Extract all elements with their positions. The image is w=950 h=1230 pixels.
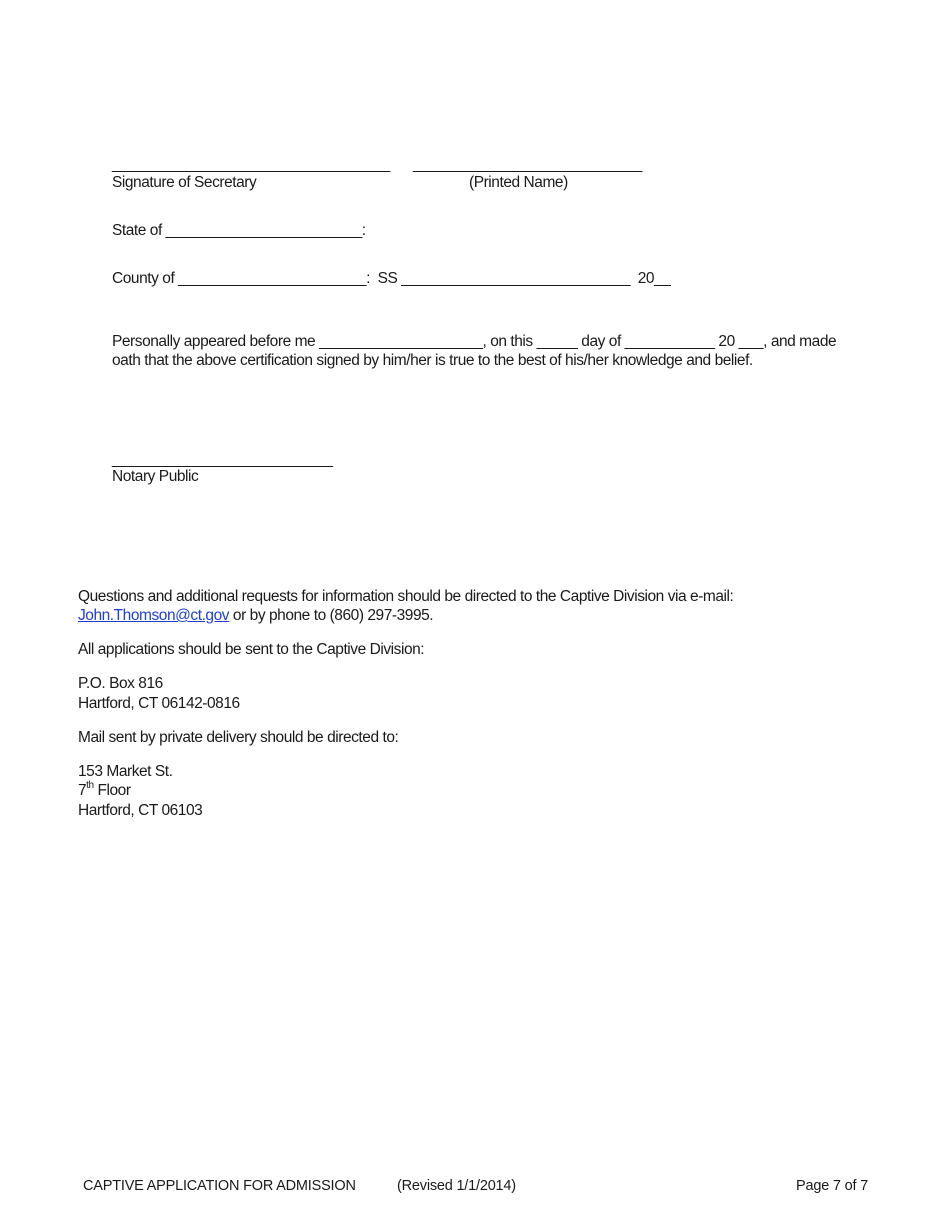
street-address: 153 Market St. [78,763,173,780]
private-delivery-text: Mail sent by private delivery should be directed to: [78,729,399,746]
secretary-signature-line: __________________________________ [112,156,390,173]
phone-text: or by phone to (860) 297-3995. [229,607,434,624]
floor-line [78,781,131,800]
floor-word: Floor [93,782,131,799]
notary-signature-line: ___________________________ [112,451,333,468]
applications-text: All applications should be sent to the Captive Division: [78,641,425,658]
contact-email-line [78,606,433,625]
oath-line-1: Personally appeared before me ____________________, on this _____ day of ___________ 20 ___, and made [112,333,837,350]
secretary-signature-label: Signature of Secretary [112,174,257,191]
po-city: Hartford, CT 06142-0816 [78,695,240,712]
notary-label: Notary Public [112,468,199,485]
footer-page-number: Page 7 of 7 [796,1178,868,1194]
footer-revised: (Revised 1/1/2014) [397,1178,516,1194]
questions-text: Questions and additional requests for information should be directed to the Captive Division via e-mail: [78,588,734,605]
floor-suffix: th [86,779,94,791]
county-line: County of _______________________: SS ____________________________ 20__ [112,270,671,287]
street-city: Hartford, CT 06103 [78,802,203,819]
po-box: P.O. Box 816 [78,675,163,692]
email-link[interactable]: John.Thomson@ct.gov [78,607,230,624]
printed-name-line: ____________________________ [413,156,642,173]
printed-name-label: (Printed Name) [469,174,568,191]
oath-line-2: oath that the above certification signed by him/her is true to the best of his/her knowledge and belief. [112,352,753,369]
state-line: State of ________________________: [112,222,366,239]
floor-number: 7 [78,782,87,799]
footer-title: CAPTIVE APPLICATION FOR ADMISSION [83,1178,356,1194]
